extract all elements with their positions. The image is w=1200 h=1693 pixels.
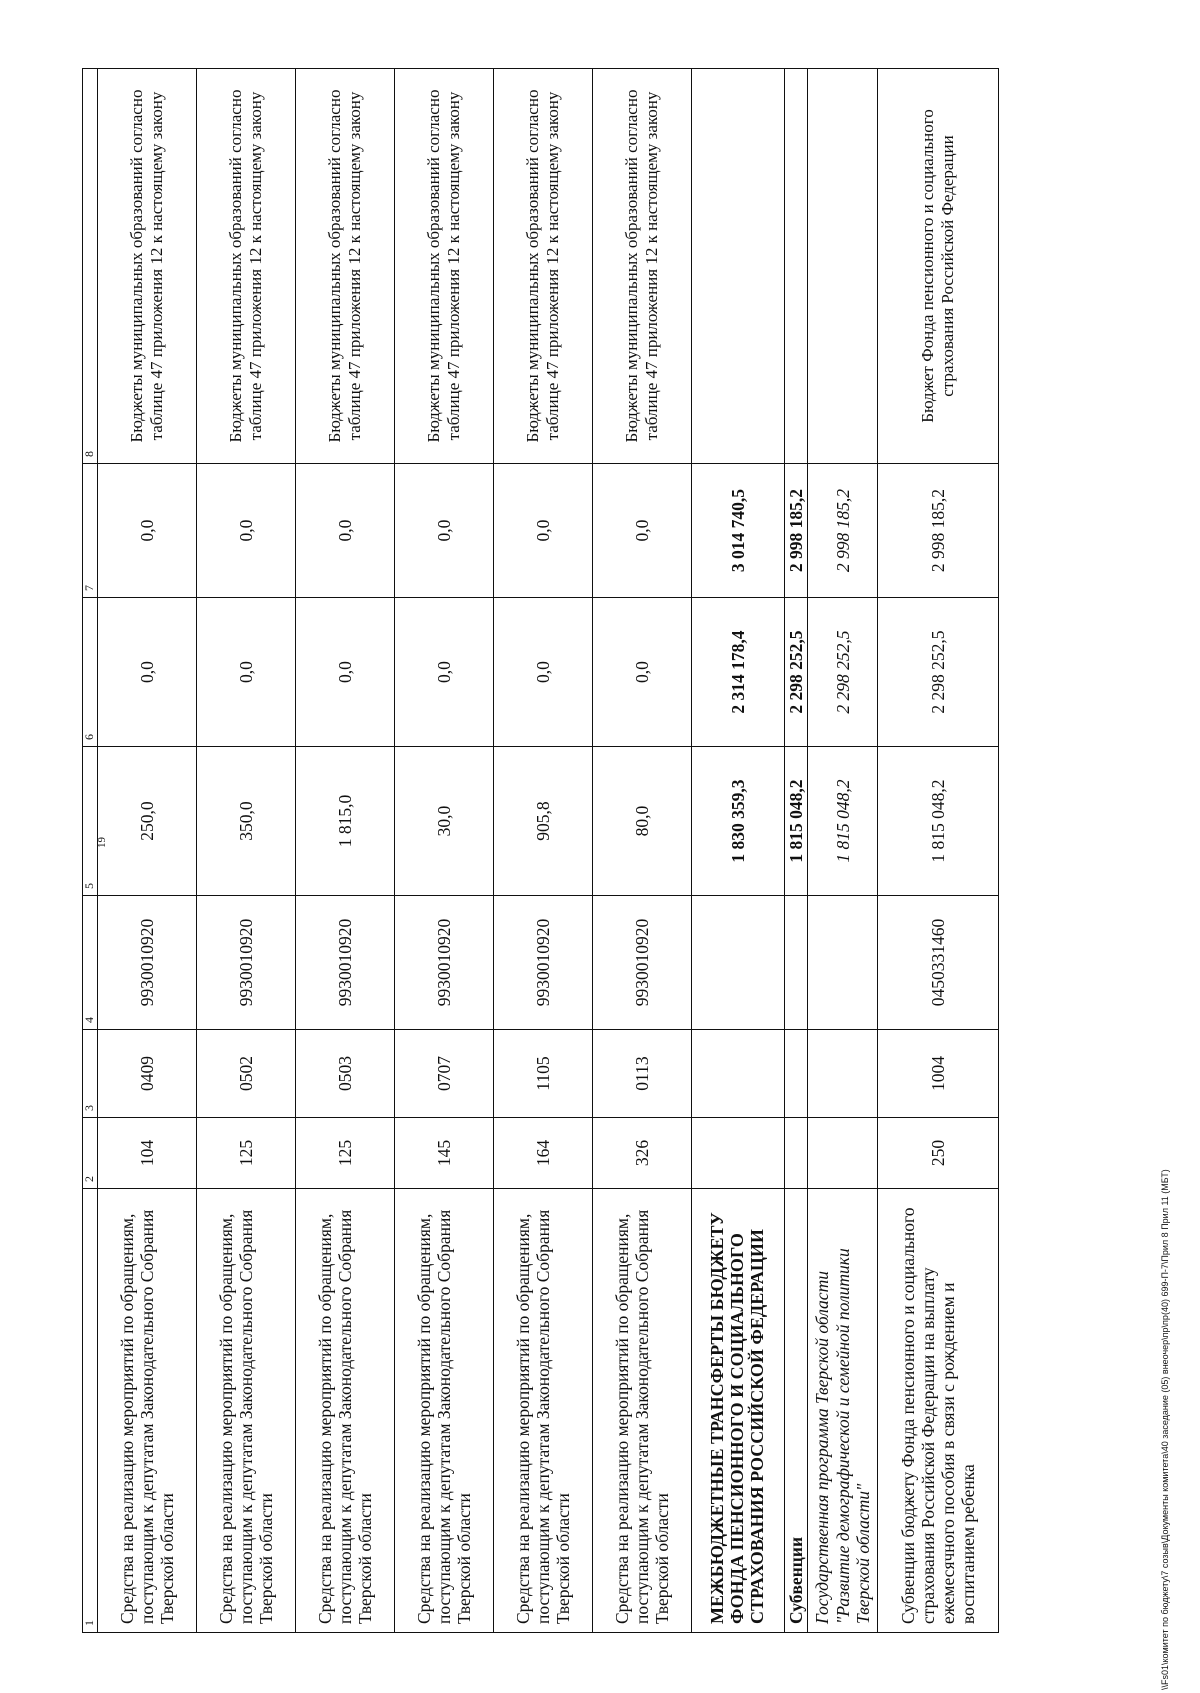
file-path-footer: \\Fs01\комитет по бюджету\7 созыв\Документы комитета\40 заседание (05) внеочер\пр\пр(40) 699-П-7\Прил 8 Прил 11 (МБТ) — [1160, 1169, 1170, 1690]
row-value-5: 350,0 — [197, 747, 296, 896]
row-value-7: 0,0 — [593, 464, 692, 598]
row-admin-code: 326 — [593, 1118, 692, 1189]
table-row — [395, 69, 494, 1633]
empty-cell — [808, 1118, 878, 1189]
section-value-6: 2 314 178,4 — [692, 598, 785, 747]
row-value-6: 0,0 — [296, 598, 395, 747]
row-recipient: Бюджет Фонда пенсионного и социального страхования Российской Федерации — [878, 69, 999, 464]
row-value-6: 0,0 — [197, 598, 296, 747]
row-recipient: Бюджеты муниципальных образований согласно таблице 47 приложения 12 к настоящему закону — [494, 69, 593, 464]
table-row — [197, 69, 296, 1633]
empty-cell — [785, 69, 808, 464]
header-cell: 6 — [83, 598, 98, 747]
row-admin-code: 250 — [878, 1118, 999, 1189]
table-row — [494, 69, 593, 1633]
header-cell: 7 — [83, 464, 98, 598]
row-section-code: 0409 — [98, 1030, 197, 1118]
empty-cell — [808, 69, 878, 464]
header-cell: 5 — [83, 747, 98, 896]
subvention-value-5: 1 815 048,2 — [785, 747, 808, 896]
row-value-6: 2 298 252,5 — [878, 598, 999, 747]
row-name: Средства на реализацию мероприятий по обращениям, поступающим к депутатам Законодательного Собрания Тверской области — [593, 1189, 692, 1633]
row-value-7: 0,0 — [494, 464, 593, 598]
program-title: Государственная программа Тверской области "Развитие демографической и семейной политики Тверской области" — [808, 1189, 878, 1633]
program-row — [808, 69, 878, 1633]
subvention-value-6: 2 298 252,5 — [785, 598, 808, 747]
row-value-5: 30,0 — [395, 747, 494, 896]
header-cell: 8 — [83, 69, 98, 464]
row-value-6: 0,0 — [395, 598, 494, 747]
row-target-code: 9930010920 — [494, 896, 593, 1030]
program-value-5: 1 815 048,2 — [808, 747, 878, 896]
row-value-7: 0,0 — [197, 464, 296, 598]
row-section-code: 0707 — [395, 1030, 494, 1118]
row-admin-code: 125 — [197, 1118, 296, 1189]
row-value-7: 0,0 — [296, 464, 395, 598]
subvention-value-7: 2 998 185,2 — [785, 464, 808, 598]
table-row — [593, 69, 692, 1633]
table-row — [98, 69, 197, 1633]
row-section-code: 1105 — [494, 1030, 593, 1118]
row-target-code: 9930010920 — [296, 896, 395, 1030]
row-admin-code: 125 — [296, 1118, 395, 1189]
row-admin-code: 164 — [494, 1118, 593, 1189]
row-value-5: 1 815 048,2 — [878, 747, 999, 896]
row-value-7: 2 998 185,2 — [878, 464, 999, 598]
empty-cell — [785, 1118, 808, 1189]
header-cell: 3 — [83, 1030, 98, 1118]
row-value-5: 250,0 — [98, 747, 197, 896]
empty-cell — [808, 1030, 878, 1118]
row-name: Средства на реализацию мероприятий по обращениям, поступающим к депутатам Законодательного Собрания Тверской области — [296, 1189, 395, 1633]
row-value-6: 0,0 — [494, 598, 593, 747]
empty-cell — [692, 69, 785, 464]
program-value-6: 2 298 252,5 — [808, 598, 878, 747]
row-target-code: 9930010920 — [395, 896, 494, 1030]
empty-cell — [785, 896, 808, 1030]
table-row — [296, 69, 395, 1633]
section-value-5: 1 830 359,3 — [692, 747, 785, 896]
row-target-code: 9930010920 — [197, 896, 296, 1030]
row-section-code: 0503 — [296, 1030, 395, 1118]
row-value-5: 1 815,0 — [296, 747, 395, 896]
row-value-5: 905,8 — [494, 747, 593, 896]
subvention-title: Субвенции — [785, 1189, 808, 1633]
row-value-6: 0,0 — [593, 598, 692, 747]
budget-table — [82, 68, 999, 1633]
empty-cell — [785, 1030, 808, 1118]
header-cell: 4 — [83, 896, 98, 1030]
document-table-rotated — [82, 69, 1082, 1633]
subvention-total-row — [785, 69, 808, 1633]
row-recipient: Бюджеты муниципальных образований согласно таблице 47 приложения 12 к настоящему закону — [593, 69, 692, 464]
header-row — [83, 69, 98, 1633]
row-recipient: Бюджеты муниципальных образований согласно таблице 47 приложения 12 к настоящему закону — [197, 69, 296, 464]
row-value-5: 80,0 — [593, 747, 692, 896]
row-name: Средства на реализацию мероприятий по обращениям, поступающим к депутатам Законодательного Собрания Тверской области — [98, 1189, 197, 1633]
section-value-7: 3 014 740,5 — [692, 464, 785, 598]
row-name: Средства на реализацию мероприятий по обращениям, поступающим к депутатам Законодательного Собрания Тверской области — [197, 1189, 296, 1633]
row-admin-code: 145 — [395, 1118, 494, 1189]
row-recipient: Бюджеты муниципальных образований согласно таблице 47 приложения 12 к настоящему закону — [395, 69, 494, 464]
row-name: Субвенции бюджету Фонда пенсионного и социального страхования Российской Федерации на выплату ежемесячного пособия в связи с рождением и воспитанием ребенка — [878, 1189, 999, 1633]
row-value-7: 0,0 — [395, 464, 494, 598]
row-section-code: 0502 — [197, 1030, 296, 1118]
row-recipient: Бюджеты муниципальных образований согласно таблице 47 приложения 12 к настоящему закону — [296, 69, 395, 464]
header-cell: 1 — [83, 1189, 98, 1633]
row-name: Средства на реализацию мероприятий по обращениям, поступающим к депутатам Законодательного Собрания Тверской области — [494, 1189, 593, 1633]
page-number: 19 — [96, 837, 108, 848]
row-recipient: Бюджеты муниципальных образований согласно таблице 47 приложения 12 к настоящему закону — [98, 69, 197, 464]
row-admin-code: 104 — [98, 1118, 197, 1189]
row-target-code: 9930010920 — [98, 896, 197, 1030]
row-name: Средства на реализацию мероприятий по обращениям, поступающим к депутатам Законодательного Собрания Тверской области — [395, 1189, 494, 1633]
empty-cell — [692, 1118, 785, 1189]
empty-cell — [692, 896, 785, 1030]
row-section-code: 1004 — [878, 1030, 999, 1118]
empty-cell — [692, 1030, 785, 1118]
row-value-6: 0,0 — [98, 598, 197, 747]
program-value-7: 2 998 185,2 — [808, 464, 878, 598]
section-total-row — [692, 69, 785, 1633]
section-title: МЕЖБЮДЖЕТНЫЕ ТРАНСФЕРТЫ БЮДЖЕТУ ФОНДА ПЕНСИОННОГО И СОЦИАЛЬНОГО СТРАХОВАНИЯ РОССИЙСКОЙ ФЕДЕРАЦИИ — [692, 1189, 785, 1633]
row-target-code: 0450331460 — [878, 896, 999, 1030]
header-cell: 2 — [83, 1118, 98, 1189]
empty-cell — [808, 896, 878, 1030]
row-target-code: 9930010920 — [593, 896, 692, 1030]
table-row — [878, 69, 999, 1633]
row-value-7: 0,0 — [98, 464, 197, 598]
row-section-code: 0113 — [593, 1030, 692, 1118]
